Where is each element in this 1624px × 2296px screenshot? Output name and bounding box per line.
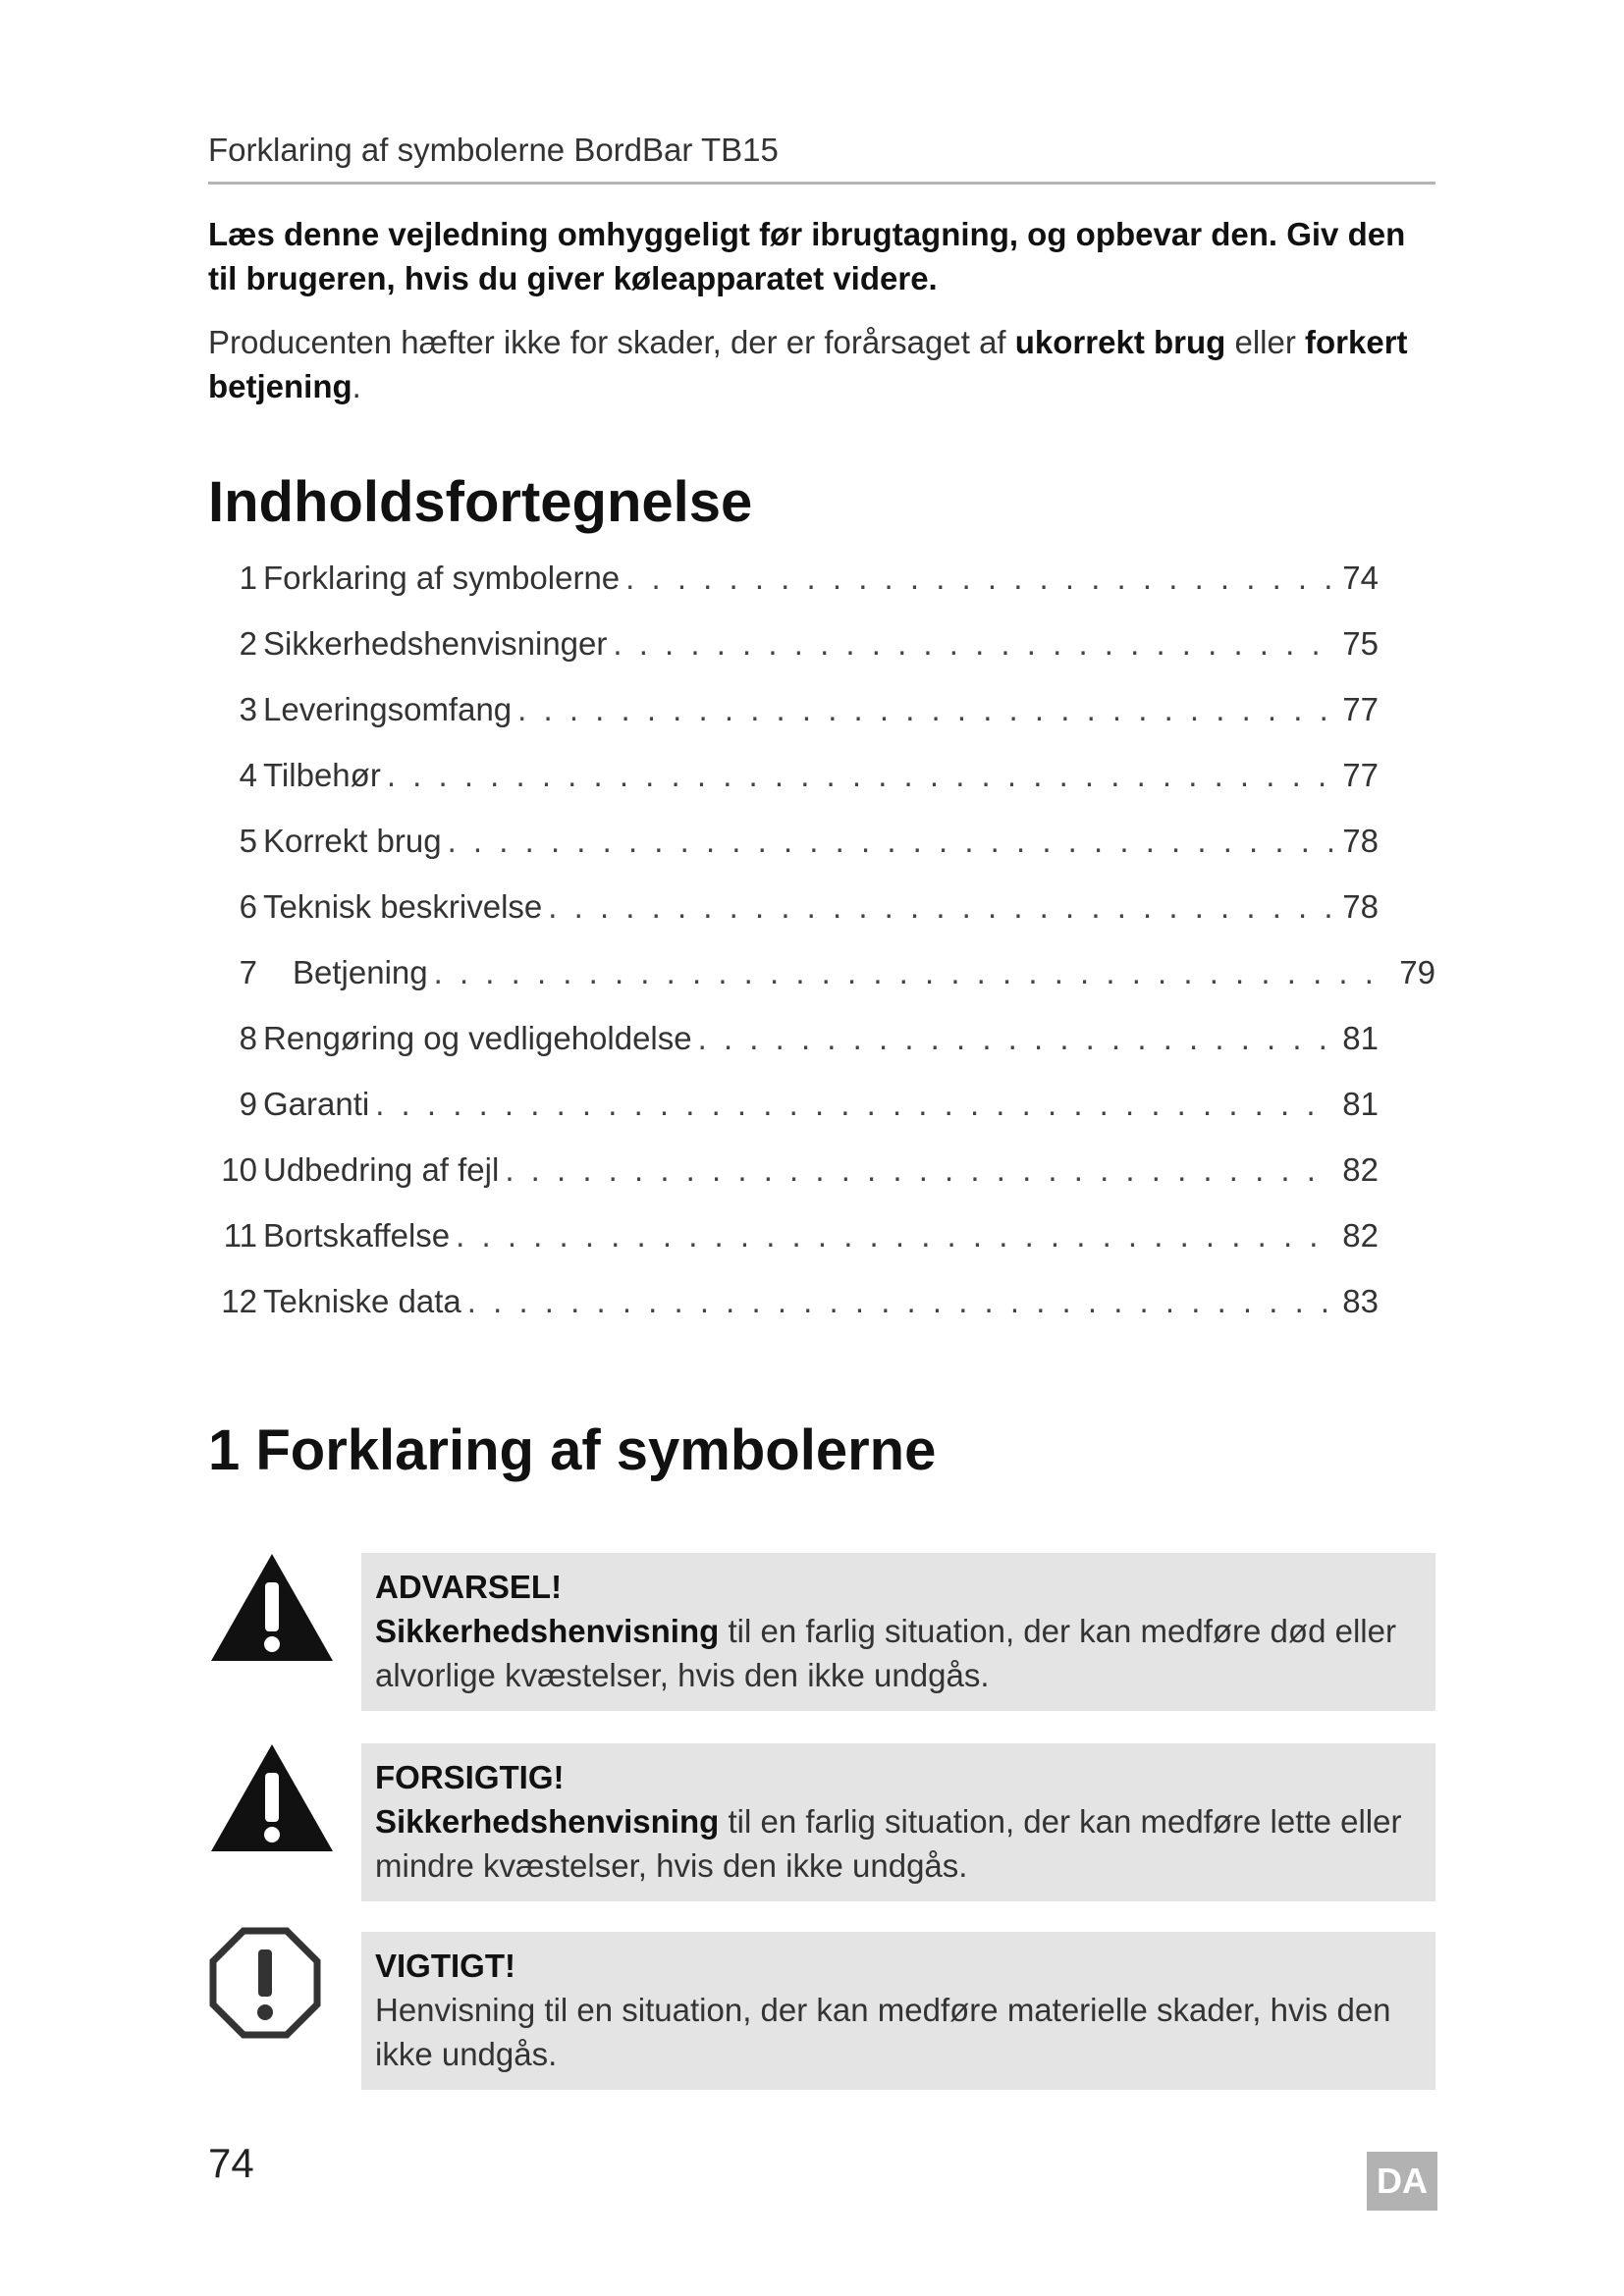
toc-entry-page: 77 (1342, 757, 1379, 793)
intro-liability (208, 320, 1435, 408)
notice-title: VIGTIGT! (375, 1948, 515, 1984)
notice-text: til en farlig situation, der kan medføre lette eller mindre kvæstelser, hvis den ikke undgås. (375, 1803, 1402, 1884)
toc-entry[interactable] (208, 1151, 1379, 1195)
toc-entry-title: Udbedring af fejl (263, 1151, 500, 1188)
notice-term: Sikkerhedshenvisning (375, 1803, 720, 1840)
toc-leader-dots (505, 1151, 1332, 1189)
language-badge: DA (1367, 2152, 1437, 2211)
toc-entry-title: Garanti (263, 1086, 370, 1122)
toc-entry-page: 78 (1342, 888, 1379, 925)
toc-leader-dots (517, 691, 1332, 728)
toc-entry[interactable] (208, 1217, 1379, 1260)
toc-entry-page: 82 (1342, 1151, 1379, 1188)
toc-leader-dots (387, 757, 1332, 794)
toc-entry-title: Leveringsomfang (263, 691, 513, 727)
toc-entry-title: Korrekt brug (263, 823, 442, 859)
toc-entry-number: 3 (239, 691, 257, 727)
liability-text-3: . (352, 368, 361, 404)
toc-entry-page: 78 (1342, 823, 1379, 859)
toc-entry-page: 83 (1342, 1283, 1379, 1319)
warning-triangle-icon (208, 1549, 336, 1667)
notice-warning (361, 1553, 1435, 1711)
liability-emphasis-2: forkert betjening (208, 324, 1408, 404)
toc-entry-page: 81 (1342, 1020, 1379, 1056)
toc-entry-number: 6 (239, 888, 257, 925)
caution-triangle-icon (208, 1739, 336, 1857)
toc-leader-dots (698, 1020, 1333, 1057)
notice-caution (361, 1743, 1435, 1901)
toc-entry-title: Sikkerhedshenvisninger (263, 625, 608, 662)
toc-leader-dots (375, 1086, 1332, 1123)
toc-entry-number: 11 (223, 1217, 257, 1254)
page-number: 74 (208, 2140, 254, 2186)
toc-entry[interactable] (208, 691, 1379, 734)
notice-text: Henvisning til en situation, der kan medføre materielle skader, hvis den ikke undgås. (375, 1992, 1391, 2072)
toc-leader-dots (467, 1283, 1332, 1320)
liability-text-2: eller (1225, 324, 1306, 360)
toc-entry[interactable] (208, 954, 1435, 997)
toc-entry[interactable] (208, 823, 1379, 866)
liability-text-1: Producenten hæfter ikke for skader, der er forårsaget af (208, 324, 1015, 360)
toc-entry-title: Bortskaffelse (263, 1217, 451, 1254)
toc-leader-dots (434, 954, 1390, 991)
notice-title: ADVARSEL! (375, 1569, 563, 1605)
toc-heading: Indholdsfortegnelse (208, 470, 753, 534)
notice-important (361, 1932, 1435, 2090)
toc-entry[interactable] (208, 1086, 1379, 1129)
toc-entry[interactable] (208, 1283, 1379, 1326)
toc-entry-number: 10 (221, 1151, 257, 1188)
notice-text: til en farlig situation, der kan medføre død eller alvorlige kvæstelser, hvis den ikke undgås. (375, 1613, 1396, 1693)
toc-entry-title: Rengøring og vedligeholdelse (263, 1020, 692, 1056)
toc-entry-page: 74 (1342, 560, 1379, 596)
toc-entry-page: 75 (1342, 625, 1379, 662)
toc-leader-dots (625, 560, 1332, 597)
toc-entry-title: Betjening (293, 954, 428, 990)
toc-entry-number: 2 (239, 625, 257, 662)
toc-leader-dots (448, 823, 1333, 860)
notice-term: Sikkerhedshenvisning (375, 1613, 720, 1649)
toc-entry-number: 7 (239, 954, 257, 990)
toc-leader-dots (548, 888, 1332, 926)
toc-entry-number: 12 (221, 1283, 257, 1319)
toc-entry[interactable] (208, 888, 1379, 932)
intro-read-instructions: Læs denne vejledning omhyggeligt før ibrugtagning, og opbevar den. Giv den til brugeren, hvis du giver køleapparatet videre. (208, 216, 1406, 296)
section-1-heading: 1 Forklaring af symbolerne (208, 1418, 937, 1482)
header-divider (208, 182, 1435, 185)
toc-entry-title: Forklaring af symbolerne (263, 560, 621, 596)
toc-entry-number: 8 (239, 1020, 257, 1056)
toc-entry[interactable] (208, 1020, 1379, 1063)
toc-entry-number: 9 (239, 1086, 257, 1122)
toc-entry-page: 79 (1399, 954, 1435, 990)
toc-entry-title: Tilbehør (263, 757, 381, 793)
toc-entry[interactable] (208, 757, 1379, 800)
toc-entry[interactable] (208, 625, 1379, 668)
toc-leader-dots (613, 625, 1332, 663)
toc-leader-dots (456, 1217, 1332, 1255)
running-header: Forklaring af symbolerne BordBar TB15 (208, 132, 779, 168)
toc-entry-number: 4 (239, 757, 257, 793)
toc-entry-number: 1 (239, 560, 257, 596)
liability-emphasis-1: ukorrekt brug (1014, 324, 1226, 360)
toc-entry-number: 5 (239, 823, 257, 859)
toc-entry-title: Teknisk beskrivelse (263, 888, 543, 925)
toc-entry[interactable] (208, 560, 1379, 603)
toc-entry-page: 81 (1342, 1086, 1379, 1122)
toc-entry-page: 77 (1342, 691, 1379, 727)
notice-title: FORSIGTIG! (375, 1759, 565, 1795)
toc-entry-title: Tekniske data (263, 1283, 461, 1319)
toc-entry-page: 82 (1342, 1217, 1379, 1254)
notice-octagon-icon (208, 1926, 322, 2040)
